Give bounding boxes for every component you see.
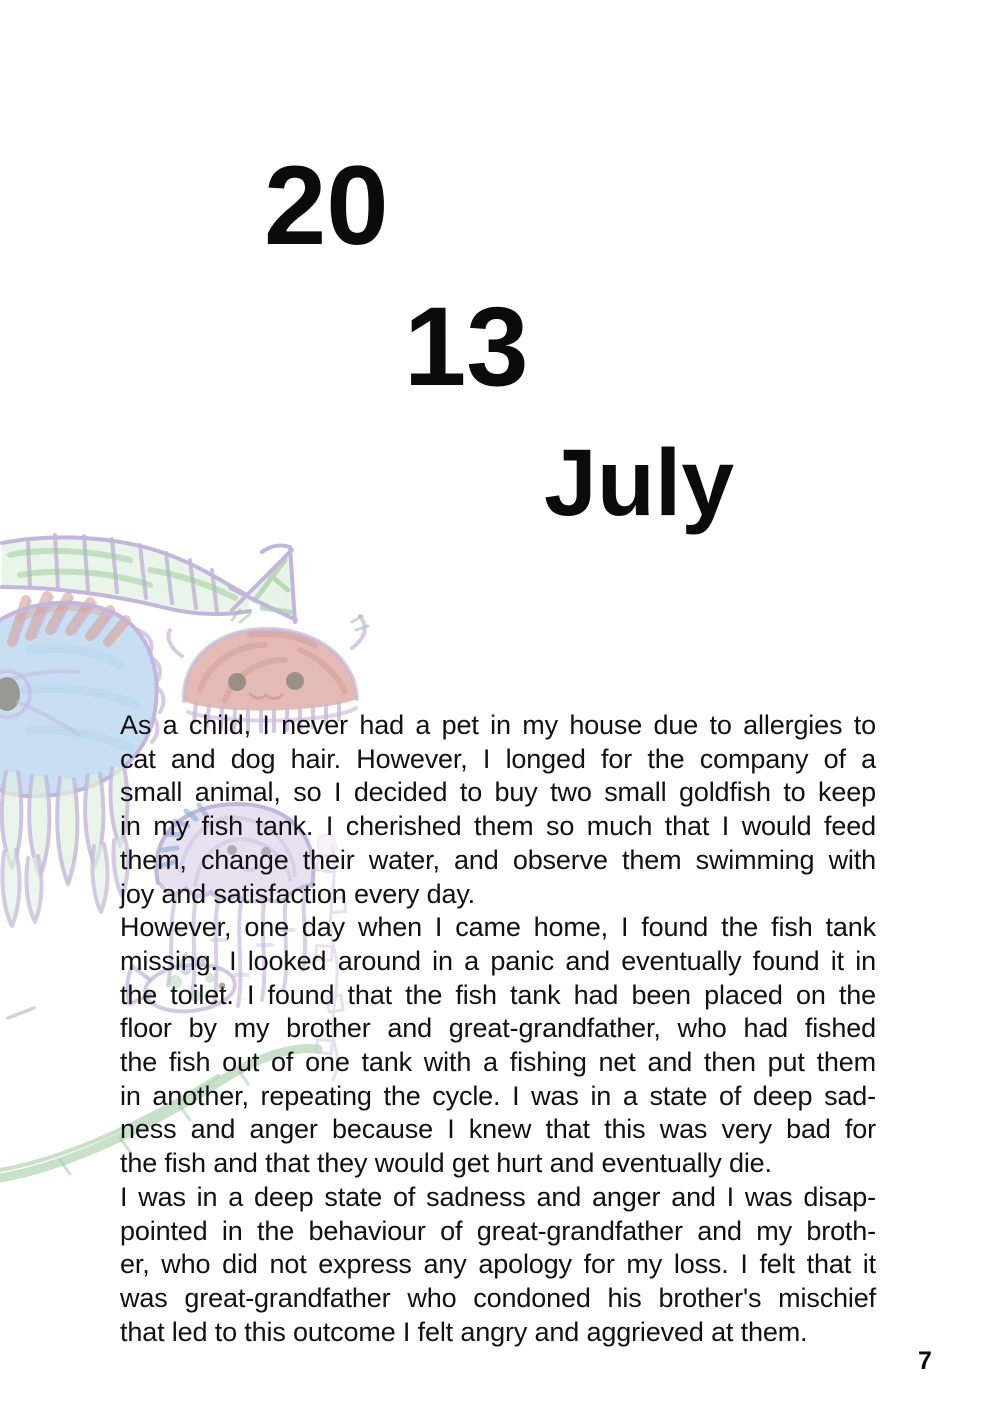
- text-line: cat and dog hair. However, I longed for the company of a: [120, 743, 876, 774]
- text-line: in another, repeating the cycle. I was in a state of deep sad-: [120, 1080, 876, 1111]
- text-line: was great-grandfather who condoned his brother's mischief: [120, 1282, 876, 1313]
- text-line: pointed in the behaviour of great-grandfather and my broth-: [120, 1215, 876, 1246]
- text-line: the fish and that they would get hurt and eventually die.: [120, 1148, 772, 1179]
- text-line: them, change their water, and observe them swimming with: [120, 844, 876, 875]
- text-line: small animal, so I decided to buy two small goldfish to keep: [120, 777, 876, 808]
- text-line: in my fish tank. I cherished them so much that I would feed: [120, 811, 876, 842]
- text-line: As a child, I never had a pet in my house due to allergies to: [120, 710, 876, 740]
- text-line: ness and anger because I knew that this was very bad for: [120, 1114, 876, 1145]
- text-line: the toilet. I found that the fish tank had been placed on the: [120, 979, 876, 1010]
- text-line: I was in a deep state of sadness and anger and I was disap-: [120, 1181, 876, 1212]
- paragraph-1: [120, 709, 876, 911]
- text-line: that led to this outcome I felt angry and aggrieved at them.: [120, 1316, 808, 1347]
- text-line: er, who did not express any apology for my loss. I felt that it: [120, 1249, 876, 1280]
- page-number: 7: [918, 1347, 932, 1375]
- year-top-text: 20: [264, 143, 389, 268]
- paragraph-2: [120, 911, 876, 1181]
- text-line: joy and satisfaction every day.: [120, 878, 476, 909]
- diary-text: [120, 709, 876, 1349]
- year-bottom-text: 13: [404, 284, 529, 409]
- text-line: missing. I looked around in a panic and eventually found it in: [120, 945, 876, 976]
- paragraph-3: [120, 1181, 876, 1350]
- text-line: floor by my brother and great-grandfather, who had fished: [120, 1013, 876, 1044]
- month-text: July: [544, 430, 735, 536]
- text-line: However, one day when I came home, I found the fish tank: [120, 912, 876, 943]
- text-line: the fish out of one tank with a fishing net and then put them: [120, 1047, 876, 1078]
